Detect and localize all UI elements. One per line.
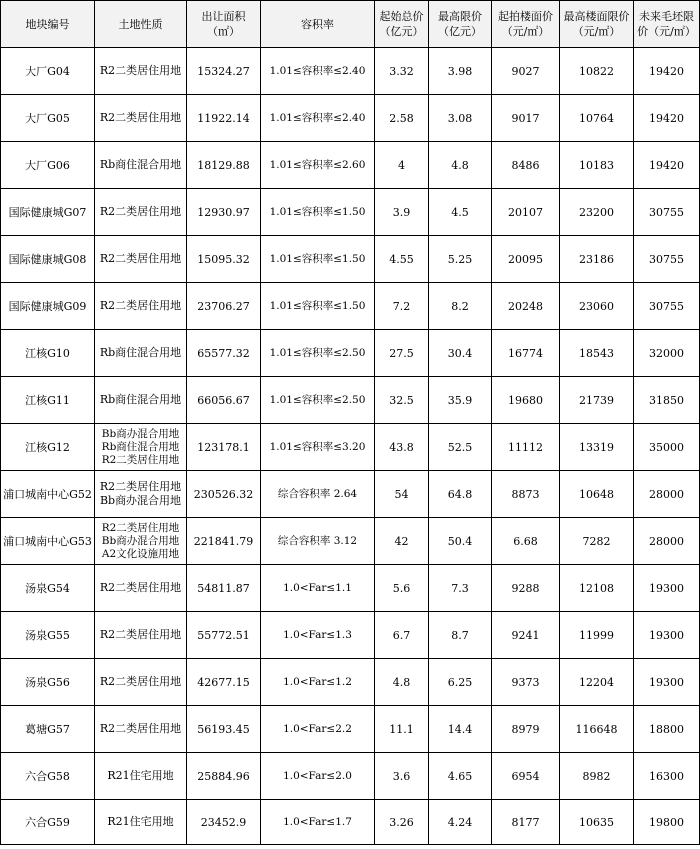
plot-ratio-cell: 1.0<Far≤2.0: [261, 753, 375, 800]
max-total-price-cell: 64.8: [429, 471, 492, 518]
future-price-cap-cell: 30755: [634, 189, 700, 236]
area-cell: 221841.79: [187, 518, 261, 565]
max-floor-price-cell: 21739: [560, 377, 634, 424]
start-floor-price-cell: 20107: [492, 189, 560, 236]
future-price-cap-cell: 18800: [634, 706, 700, 753]
table-row: [1, 377, 700, 424]
header-cell: 最高楼面限价（元/㎡）: [560, 1, 634, 48]
start-floor-price-cell: 16774: [492, 330, 560, 377]
start-floor-price-cell: 11112: [492, 424, 560, 471]
future-price-cap-cell: 28000: [634, 471, 700, 518]
plot-ratio-cell: 1.0<Far≤1.3: [261, 612, 375, 659]
land-use-cell: Bb商办混合用地Rb商住混合用地R2二类居住用地: [95, 424, 187, 471]
table-row: [1, 706, 700, 753]
start-total-price-cell: 27.5: [375, 330, 429, 377]
start-floor-price-cell: 8979: [492, 706, 560, 753]
table-row: [1, 189, 700, 236]
max-total-price-cell: 7.3: [429, 565, 492, 612]
max-total-price-cell: 3.08: [429, 95, 492, 142]
header-cell: 出让面积（㎡）: [187, 1, 261, 48]
future-price-cap-cell: 31850: [634, 377, 700, 424]
land-use-cell: R2二类居住用地Bb商办混合用地A2文化设施用地: [95, 518, 187, 565]
land-use-cell: R2二类居住用地: [95, 283, 187, 330]
header-cell: 起拍楼面价（元/㎡）: [492, 1, 560, 48]
start-floor-price-cell: 9373: [492, 659, 560, 706]
max-floor-price-cell: 11999: [560, 612, 634, 659]
plot-ratio-cell: 1.01≤容积率≤2.50: [261, 377, 375, 424]
plot-ratio-cell: 1.01≤容积率≤2.50: [261, 330, 375, 377]
parcel-id-cell: 六合G59: [1, 800, 95, 845]
area-cell: 11922.14: [187, 95, 261, 142]
land-use-cell: Rb商住混合用地: [95, 330, 187, 377]
parcel-id-cell: 国际健康城G08: [1, 236, 95, 283]
start-total-price-cell: 4.55: [375, 236, 429, 283]
start-total-price-cell: 4.8: [375, 659, 429, 706]
plot-ratio-cell: 1.01≤容积率≤1.50: [261, 189, 375, 236]
parcel-id-cell: 江核G10: [1, 330, 95, 377]
start-total-price-cell: 3.6: [375, 753, 429, 800]
future-price-cap-cell: 19800: [634, 800, 700, 845]
max-floor-price-cell: 18543: [560, 330, 634, 377]
future-price-cap-cell: 30755: [634, 236, 700, 283]
land-use-cell: R21住宅用地: [95, 753, 187, 800]
parcel-id-cell: 大厂G05: [1, 95, 95, 142]
header-cell: 土地性质: [95, 1, 187, 48]
start-floor-price-cell: 20095: [492, 236, 560, 283]
table-row: [1, 565, 700, 612]
plot-ratio-cell: 1.01≤容积率≤2.60: [261, 142, 375, 189]
table-row: [1, 95, 700, 142]
start-total-price-cell: 5.6: [375, 565, 429, 612]
max-total-price-cell: 4.5: [429, 189, 492, 236]
max-floor-price-cell: 8982: [560, 753, 634, 800]
parcel-id-cell: 江核G12: [1, 424, 95, 471]
header-cell: 容积率: [261, 1, 375, 48]
max-total-price-cell: 4.65: [429, 753, 492, 800]
parcel-id-cell: 汤泉G55: [1, 612, 95, 659]
plot-ratio-cell: 综合容积率 3.12: [261, 518, 375, 565]
start-floor-price-cell: 9027: [492, 48, 560, 95]
max-total-price-cell: 35.9: [429, 377, 492, 424]
start-floor-price-cell: 8873: [492, 471, 560, 518]
max-floor-price-cell: 10635: [560, 800, 634, 845]
header-row: [1, 1, 700, 48]
land-use-cell: R2二类居住用地: [95, 48, 187, 95]
area-cell: 23706.27: [187, 283, 261, 330]
parcel-id-cell: 浦口城南中心G53: [1, 518, 95, 565]
area-cell: 25884.96: [187, 753, 261, 800]
plot-ratio-cell: 综合容积率 2.64: [261, 471, 375, 518]
parcel-id-cell: 江核G11: [1, 377, 95, 424]
max-floor-price-cell: 10648: [560, 471, 634, 518]
land-use-cell: Rb商住混合用地: [95, 142, 187, 189]
table-row: [1, 48, 700, 95]
area-cell: 65577.32: [187, 330, 261, 377]
area-cell: 123178.1: [187, 424, 261, 471]
start-total-price-cell: 7.2: [375, 283, 429, 330]
area-cell: 56193.45: [187, 706, 261, 753]
start-floor-price-cell: 9288: [492, 565, 560, 612]
plot-ratio-cell: 1.01≤容积率≤1.50: [261, 283, 375, 330]
plot-ratio-cell: 1.01≤容积率≤1.50: [261, 236, 375, 283]
max-total-price-cell: 8.2: [429, 283, 492, 330]
start-total-price-cell: 54: [375, 471, 429, 518]
parcel-id-cell: 浦口城南中心G52: [1, 471, 95, 518]
land-use-cell: R2二类居住用地: [95, 659, 187, 706]
table-row: [1, 659, 700, 706]
table-row: [1, 142, 700, 189]
future-price-cap-cell: 19300: [634, 659, 700, 706]
land-use-cell: R2二类居住用地: [95, 565, 187, 612]
land-use-cell: R2二类居住用地: [95, 706, 187, 753]
start-total-price-cell: 32.5: [375, 377, 429, 424]
land-use-cell: R2二类居住用地: [95, 189, 187, 236]
start-total-price-cell: 43.8: [375, 424, 429, 471]
max-total-price-cell: 3.98: [429, 48, 492, 95]
table-row: [1, 800, 700, 845]
plot-ratio-cell: 1.0<Far≤2.2: [261, 706, 375, 753]
parcel-id-cell: 大厂G04: [1, 48, 95, 95]
max-floor-price-cell: 10183: [560, 142, 634, 189]
land-use-cell: R2二类居住用地: [95, 95, 187, 142]
table-row: [1, 471, 700, 518]
max-floor-price-cell: 10822: [560, 48, 634, 95]
future-price-cap-cell: 19300: [634, 612, 700, 659]
future-price-cap-cell: 19420: [634, 48, 700, 95]
area-cell: 18129.88: [187, 142, 261, 189]
area-cell: 66056.67: [187, 377, 261, 424]
land-use-cell: R2二类居住用地: [95, 612, 187, 659]
plot-ratio-cell: 1.01≤容积率≤2.40: [261, 48, 375, 95]
start-floor-price-cell: 8486: [492, 142, 560, 189]
start-total-price-cell: 11.1: [375, 706, 429, 753]
max-floor-price-cell: 13319: [560, 424, 634, 471]
parcel-id-cell: 汤泉G54: [1, 565, 95, 612]
max-floor-price-cell: 23186: [560, 236, 634, 283]
table-row: [1, 283, 700, 330]
parcel-id-cell: 葛塘G57: [1, 706, 95, 753]
area-cell: 42677.15: [187, 659, 261, 706]
max-total-price-cell: 50.4: [429, 518, 492, 565]
parcel-id-cell: 大厂G06: [1, 142, 95, 189]
max-floor-price-cell: 10764: [560, 95, 634, 142]
parcel-id-cell: 汤泉G56: [1, 659, 95, 706]
start-floor-price-cell: 19680: [492, 377, 560, 424]
land-use-cell: R2二类居住用地Bb商办混合用地: [95, 471, 187, 518]
area-cell: 54811.87: [187, 565, 261, 612]
max-floor-price-cell: 12108: [560, 565, 634, 612]
start-floor-price-cell: 6954: [492, 753, 560, 800]
area-cell: 15324.27: [187, 48, 261, 95]
start-total-price-cell: 3.26: [375, 800, 429, 845]
start-total-price-cell: 2.58: [375, 95, 429, 142]
parcel-id-cell: 国际健康城G07: [1, 189, 95, 236]
area-cell: 23452.9: [187, 800, 261, 845]
land-use-cell: R21住宅用地: [95, 800, 187, 845]
max-total-price-cell: 8.7: [429, 612, 492, 659]
max-total-price-cell: 52.5: [429, 424, 492, 471]
header-cell: 地块编号: [1, 1, 95, 48]
area-cell: 230526.32: [187, 471, 261, 518]
start-total-price-cell: 3.9: [375, 189, 429, 236]
plot-ratio-cell: 1.0<Far≤1.7: [261, 800, 375, 845]
future-price-cap-cell: 19300: [634, 565, 700, 612]
land-use-cell: Rb商住混合用地: [95, 377, 187, 424]
start-floor-price-cell: 20248: [492, 283, 560, 330]
header-cell: 未来毛坯限价（元/㎡）: [634, 1, 700, 48]
table-row: [1, 518, 700, 565]
start-total-price-cell: 6.7: [375, 612, 429, 659]
max-total-price-cell: 14.4: [429, 706, 492, 753]
plot-ratio-cell: 1.01≤容积率≤2.40: [261, 95, 375, 142]
table-row: [1, 424, 700, 471]
max-total-price-cell: 5.25: [429, 236, 492, 283]
future-price-cap-cell: 28000: [634, 518, 700, 565]
start-floor-price-cell: 9017: [492, 95, 560, 142]
max-total-price-cell: 4.8: [429, 142, 492, 189]
area-cell: 12930.97: [187, 189, 261, 236]
max-floor-price-cell: 7282: [560, 518, 634, 565]
parcel-id-cell: 国际健康城G09: [1, 283, 95, 330]
start-total-price-cell: 42: [375, 518, 429, 565]
area-cell: 15095.32: [187, 236, 261, 283]
header-cell: 最高限价（亿元）: [429, 1, 492, 48]
max-floor-price-cell: 116648: [560, 706, 634, 753]
max-floor-price-cell: 23200: [560, 189, 634, 236]
plot-ratio-cell: 1.0<Far≤1.2: [261, 659, 375, 706]
area-cell: 55772.51: [187, 612, 261, 659]
table-row: [1, 612, 700, 659]
plot-ratio-cell: 1.0<Far≤1.1: [261, 565, 375, 612]
future-price-cap-cell: 19420: [634, 142, 700, 189]
header-cell: 起始总价（亿元）: [375, 1, 429, 48]
start-total-price-cell: 4: [375, 142, 429, 189]
future-price-cap-cell: 35000: [634, 424, 700, 471]
max-floor-price-cell: 12204: [560, 659, 634, 706]
future-price-cap-cell: 32000: [634, 330, 700, 377]
parcel-id-cell: 六合G58: [1, 753, 95, 800]
table-row: [1, 330, 700, 377]
start-total-price-cell: 3.32: [375, 48, 429, 95]
table-row: [1, 236, 700, 283]
table-row: [1, 753, 700, 800]
future-price-cap-cell: 19420: [634, 95, 700, 142]
plot-ratio-cell: 1.01≤容积率≤3.20: [261, 424, 375, 471]
future-price-cap-cell: 30755: [634, 283, 700, 330]
max-floor-price-cell: 23060: [560, 283, 634, 330]
start-floor-price-cell: 8177: [492, 800, 560, 845]
max-total-price-cell: 30.4: [429, 330, 492, 377]
max-total-price-cell: 4.24: [429, 800, 492, 845]
future-price-cap-cell: 16300: [634, 753, 700, 800]
start-floor-price-cell: 9241: [492, 612, 560, 659]
land-use-cell: R2二类居住用地: [95, 236, 187, 283]
start-floor-price-cell: 6.68: [492, 518, 560, 565]
max-total-price-cell: 6.25: [429, 659, 492, 706]
